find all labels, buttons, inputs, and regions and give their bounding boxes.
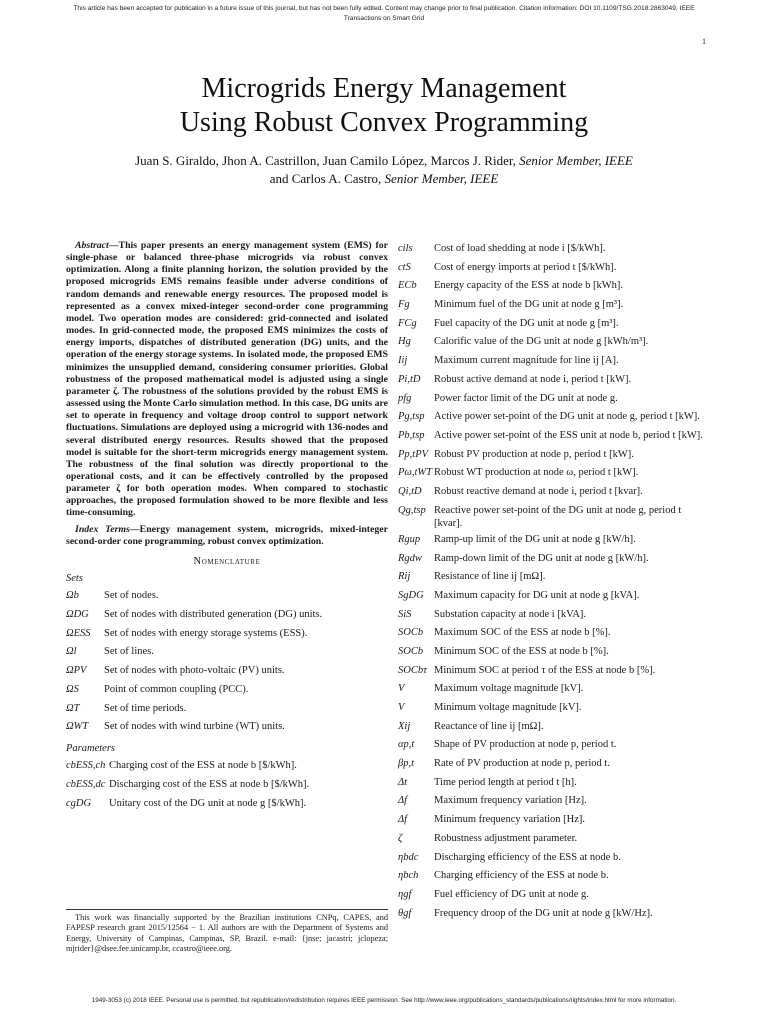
nomenclature-entry (398, 811, 712, 830)
nomenclature-symbol: Pg,tsp (398, 411, 425, 423)
nomenclature-description: Minimum fuel of the DG unit at node g [m³]. (434, 299, 624, 311)
nomenclature-description: Maximum capacity for DG unit at node g [kVA]. (434, 589, 640, 601)
abstract (66, 240, 388, 520)
nomenclature-description: Cost of load shedding at node i [$/kWh]. (434, 243, 606, 254)
nomenclature-entry (66, 776, 388, 795)
nomenclature-symbol: Ωb (66, 589, 79, 601)
nomenclature-symbol: cils (398, 243, 413, 254)
nomenclature-symbol: SiS (398, 608, 412, 620)
nomenclature-symbol: βp,t (398, 758, 415, 770)
nomenclature-description: Set of nodes. (104, 589, 159, 601)
nomenclature-symbol: ΩESS (66, 627, 91, 639)
nomenclature-symbol: ηbch (398, 870, 419, 882)
nomenclature-description: Charging efficiency of the ESS at node b. (434, 870, 609, 882)
nomenclature-entry (398, 296, 712, 315)
nomenclature-description: Robust active demand at node i, period t [kW]. (434, 373, 632, 385)
nomenclature-description: Charging cost of the ESS at node b [$/kWh]. (109, 760, 297, 772)
nomenclature-entry (398, 464, 712, 483)
nomenclature-description: Point of common coupling (PCC). (104, 683, 249, 695)
nomenclature-entry (398, 502, 712, 531)
nomenclature-entry (398, 736, 712, 755)
nomenclature-symbol: Fg (398, 299, 410, 311)
nomenclature-symbol: Qg,tsp (398, 504, 426, 516)
sets-list (66, 587, 388, 737)
nomenclature-symbol: SOCbτ (398, 664, 427, 676)
nomenclature-entry (398, 240, 712, 259)
nomenclature-description: Substation capacity at node i [kVA]. (434, 608, 587, 620)
nomenclature-entry (398, 408, 712, 427)
nomenclature-entry (398, 718, 712, 737)
nomenclature-entry (66, 681, 388, 700)
parameters-heading: Parameters (66, 743, 115, 755)
left-column (66, 240, 388, 814)
right-column (398, 240, 712, 923)
nomenclature-description: Set of nodes with wind turbine (WT) units. (104, 721, 285, 733)
paper-title-line-1: Microgrids Energy Management (201, 73, 567, 104)
nomenclature-description: Reactance of line ij [mΩ]. (434, 720, 544, 732)
nomenclature-symbol: θgf (398, 907, 412, 919)
nomenclature-entry (398, 643, 712, 662)
nomenclature-entry (66, 643, 388, 662)
parameters-list-right (398, 240, 712, 923)
nomenclature-entry (398, 390, 712, 409)
nomenclature-symbol: SOCb (398, 627, 424, 639)
nomenclature-symbol: cbESS,dc (66, 779, 106, 791)
nomenclature-symbol: SgDG (398, 589, 424, 601)
nomenclature-description: Minimum SOC at period τ of the ESS at node b [%]. (434, 664, 656, 676)
author-names-1: Juan S. Giraldo, Jhon A. Castrillon, Juan Camilo López, Marcos J. Rider, (135, 153, 516, 168)
nomenclature-entry (398, 830, 712, 849)
nomenclature-description: Cost of energy imports at period t [$/kWh]. (434, 261, 617, 273)
nomenclature-description: Resistance of line ij [mΩ]. (434, 571, 546, 583)
author-role-1: Senior Member, IEEE (519, 153, 633, 168)
author-role-2: Senior Member, IEEE (384, 171, 499, 186)
author-line-1 (0, 152, 768, 170)
publication-notice (20, 4, 748, 24)
page-number: 1 (702, 37, 706, 46)
nomenclature-description: Robust reactive demand at node i, period t [kvar]. (434, 485, 643, 497)
nomenclature-description: Set of time periods. (104, 702, 187, 714)
nomenclature-description: Unitary cost of the DG unit at node g [$/kWh]. (109, 797, 307, 809)
publication-notice-line-2: Transactions on Smart Grid (343, 15, 425, 22)
nomenclature-symbol: Hg (398, 336, 411, 348)
nomenclature-symbol: Pω,tWT (398, 467, 432, 479)
nomenclature-entry (66, 662, 388, 681)
nomenclature-entry (66, 795, 388, 814)
nomenclature-entry (398, 680, 712, 699)
nomenclature-entry (398, 277, 712, 296)
nomenclature-symbol: cgDG (66, 797, 92, 809)
nomenclature-entry (398, 259, 712, 278)
nomenclature-description: Calorific value of the DG unit at node g [kWh/m³]. (434, 336, 649, 348)
nomenclature-description: Discharging efficiency of the ESS at node b. (434, 851, 621, 863)
author-line-2 (0, 170, 768, 188)
nomenclature-symbol: Δf (398, 814, 408, 826)
nomenclature-description: Rate of PV production at node p, period t. (434, 758, 610, 770)
nomenclature-symbol: Qi,tD (398, 485, 422, 497)
nomenclature-symbol: Ωl (66, 646, 77, 658)
nomenclature-entry (398, 886, 712, 905)
nomenclature-symbol: Rgup (398, 533, 421, 545)
nomenclature-entry (66, 625, 388, 644)
nomenclature-description: Maximum voltage magnitude [kV]. (434, 683, 584, 695)
nomenclature-entry (398, 446, 712, 465)
nomenclature-description: Fuel efficiency of DG unit at node g. (434, 888, 589, 900)
nomenclature-description: Active power set-point of the ESS unit at node b, period t [kW]. (434, 429, 703, 441)
nomenclature-symbol: ΩT (66, 702, 80, 714)
nomenclature-entry (398, 587, 712, 606)
nomenclature-entry (66, 606, 388, 625)
abstract-lead: Abstract (75, 240, 109, 251)
nomenclature-entry (398, 531, 712, 550)
nomenclature-description: Minimum frequency variation [Hz]. (434, 814, 586, 826)
nomenclature-symbol: ΩWT (66, 721, 89, 733)
nomenclature-symbol: cbESS,ch (66, 760, 106, 772)
copyright-footer: 1949-3053 (c) 2018 IEEE. Personal use is permitted, but republication/redistribution requires IEEE permission. See http://www.ieee.org/publications_standards/publications/rights/index.html for more information. (91, 997, 677, 1004)
nomenclature-description: Robust PV production at node p, period t [kW]. (434, 448, 634, 460)
index-terms-lead: Index Terms (75, 523, 130, 535)
nomenclature-entry (398, 606, 712, 625)
nomenclature-symbol: Δf (398, 795, 408, 807)
nomenclature-symbol: V (398, 683, 405, 695)
index-terms-text: —Energy management system, microgrids, mixed-integer second-order cone programming, robust convex optimization. (66, 523, 388, 547)
nomenclature-description: Minimum SOC of the ESS at node b [%]. (434, 645, 609, 657)
nomenclature-entry (66, 718, 388, 737)
nomenclature-description: Maximum frequency variation [Hz]. (434, 795, 587, 807)
nomenclature-symbol: ΩS (66, 683, 79, 695)
nomenclature-description: Robustness adjustment parameter. (434, 832, 578, 844)
nomenclature-symbol: Xij (398, 720, 411, 732)
nomenclature-symbol: Pp,tPV (398, 448, 429, 460)
nomenclature-description: Active power set-point of the DG unit at node g, period t [kW]. (434, 411, 700, 423)
nomenclature-symbol: pfg (398, 392, 412, 404)
nomenclature-description: Ramp-up limit of the DG unit at node g [kW/h]. (434, 533, 636, 545)
nomenclature-symbol: Pb,tsp (398, 429, 425, 441)
nomenclature-description: Maximum SOC of the ESS at node b [%]. (434, 627, 611, 639)
nomenclature-description: Shape of PV production at node p, period t. (434, 739, 617, 751)
nomenclature-description: Power factor limit of the DG unit at node g. (434, 392, 618, 404)
author-names-2: and Carlos A. Castro, (269, 171, 382, 186)
nomenclature-description: Robust WT production at node ω, period t [kW]. (434, 467, 639, 479)
nomenclature-heading: Nomenclature (193, 555, 261, 567)
nomenclature-entry (398, 699, 712, 718)
nomenclature-description: Set of nodes with photo-voltaic (PV) units. (104, 665, 285, 677)
index-terms (66, 524, 388, 548)
nomenclature-symbol: ΩPV (66, 665, 87, 677)
nomenclature-symbol: ζ (398, 832, 403, 844)
nomenclature-entry (398, 371, 712, 390)
nomenclature-entry (398, 624, 712, 643)
nomenclature-description: Discharging cost of the ESS at node b [$/kWh]. (109, 779, 310, 791)
author-list (0, 152, 768, 188)
nomenclature-symbol: Rij (398, 571, 411, 583)
nomenclature-entry (398, 568, 712, 587)
publication-notice-line-1: This article has been accepted for publication in a future issue of this journal, but has not been fully edited. Content may change prior to final publication. Citation information: DOI 10.1109/TSG.2018.2863049, IEEE (73, 5, 695, 12)
nomenclature-symbol: ηbdc (398, 851, 419, 863)
nomenclature-description: Energy capacity of the ESS at node b [kWh]. (434, 280, 624, 292)
nomenclature-entry (66, 587, 388, 606)
nomenclature-symbol: Iij (398, 355, 408, 367)
nomenclature-description: Set of nodes with energy storage systems (ESS). (104, 627, 308, 639)
nomenclature-description: Set of lines. (104, 646, 154, 658)
nomenclature-symbol: FCg (398, 317, 417, 329)
nomenclature-description: Frequency droop of the DG unit at node g [kW/Hz]. (434, 907, 653, 919)
nomenclature-entry (398, 755, 712, 774)
nomenclature-symbol: V (398, 702, 405, 713)
nomenclature-entry (398, 550, 712, 569)
nomenclature-entry (398, 792, 712, 811)
nomenclature-symbol: Pi,tD (398, 373, 421, 385)
paper-title (0, 72, 768, 140)
nomenclature-description: Time period length at period t [h]. (434, 776, 577, 788)
nomenclature-description: Set of nodes with distributed generation (DG) units. (104, 608, 323, 620)
nomenclature-entry (398, 427, 712, 446)
nomenclature-symbol: ηgf (398, 888, 412, 900)
nomenclature-description: Fuel capacity of the DG unit at node g [m³]. (434, 317, 619, 329)
nomenclature-entry (398, 333, 712, 352)
sets-heading: Sets (66, 572, 83, 584)
nomenclature-symbol: ΩDG (66, 608, 89, 620)
nomenclature-entry (398, 352, 712, 371)
nomenclature-symbol: αp,t (398, 739, 415, 751)
nomenclature-entry (66, 700, 388, 719)
abstract-text: —This paper presents an energy management system (EMS) for single-phase or balanced three-phase microgrids via robust convex optimization. Along a finite planning horizon, the solution provided by the proposed microgrids EMS remains feasible under adverse conditions of random demands and renewable energy resources. The proposed model is represented as a convex mixed-integer second-order cone programming model. Two operation modes are considered: grid-connected and isolated modes. In grid-connected mode, the proposed EMS minimizes the costs of energy imports, dispatches of distributed generation (DG) units, and the operation of the energy storage systems. In isolated mode, the proposed EMS minimizes the unsupplied demand, considering consumer priorities. Global robustness of the proposed mathematical model is adjusted using a single parameter ζ. The robustness of the solutions provided by the robust EMS is assessed using the Monte Carlo simulation method. In this case, DG units are set to operate in frequency and voltage droop control to support network fluctuations. Simulations are deployed using a microgrid with 136-nodes and several distributed energy resources. Results showed that the proposed model is suitable for the short-term microgrids energy management system. The robustness of the final solution was directly proportional to the operational costs, and it can be effectively controlled by the proposed parameter ζ for both operation modes. When compared to stochastic approaches, the proposed formulation showed to be more flexible and less time-consuming. (66, 240, 388, 519)
parameters-list-left (66, 757, 388, 813)
nomenclature-entry (398, 483, 712, 502)
nomenclature-symbol: Rgdw (398, 552, 422, 564)
nomenclature-entry (398, 867, 712, 886)
nomenclature-description: Maximum current magnitude for line ij [A]. (434, 355, 619, 367)
nomenclature-symbol: ECb (398, 280, 417, 292)
nomenclature-description: Reactive power set-point of the DG unit at node g, period t [kvar]. (434, 504, 682, 530)
nomenclature-symbol: ctS (398, 261, 411, 273)
nomenclature-entry (398, 774, 712, 793)
nomenclature-symbol: Δt (398, 776, 408, 788)
nomenclature-symbol: SOCb (398, 645, 424, 657)
nomenclature-entry (398, 849, 712, 868)
paper-title-line-2: Using Robust Convex Programming (179, 107, 589, 138)
nomenclature-entry (66, 757, 388, 776)
nomenclature-entry (398, 662, 712, 681)
nomenclature-entry (398, 315, 712, 334)
nomenclature-description: Ramp-down limit of the DG unit at node g [kW/h]. (434, 552, 649, 564)
nomenclature-entry (398, 905, 712, 924)
nomenclature-description: Minimum voltage magnitude [kV]. (434, 702, 582, 713)
funding-footnote: This work was financially supported by the Brazilian institutions CNPq, CAPES, and FAPESP research grant 2015/12564 − 1. All authors are with the Department of Systems and Energy, University of Campinas, Campinas, SP, Brazil. e-mail: {jnse; jacastri; jclopeza; mjrider}@dsee.fee.unicamp.br, ccastro@ieee.org. (66, 909, 388, 955)
